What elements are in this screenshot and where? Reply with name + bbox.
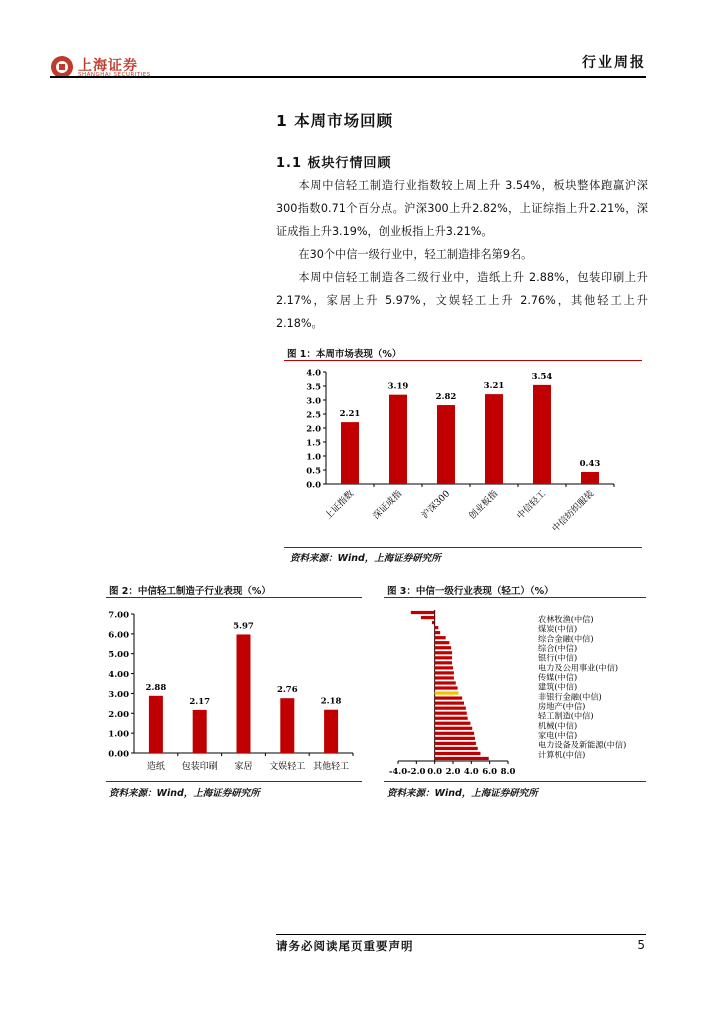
- bar: [435, 656, 452, 659]
- category-label: 创业板指: [467, 489, 501, 522]
- bar: [435, 732, 474, 735]
- value-label: 3.21: [483, 381, 505, 392]
- bar: [421, 616, 435, 619]
- chart-market-performance: [284, 366, 644, 546]
- bar: [435, 671, 454, 674]
- fig3-title: 图 3：中信一级行业表现（轻工）（%）: [387, 586, 554, 597]
- industry-label: 电力设备及新能源(中信): [538, 739, 627, 750]
- bar: [435, 651, 452, 654]
- industry-label: 银行(中信): [538, 652, 578, 663]
- y-tick-label: 0.0: [306, 480, 321, 491]
- industry-label: 传媒(中信): [538, 672, 578, 682]
- x-tick-label: 4.0: [463, 767, 479, 777]
- bar: [435, 757, 489, 760]
- bar: [435, 676, 454, 679]
- category-label: 上证指数: [323, 489, 357, 522]
- value-label: 2.82: [435, 392, 457, 403]
- bar: [324, 710, 338, 753]
- fig2-source: 资料来源：Wind，上海证券研究所: [109, 788, 260, 799]
- bar: [435, 686, 458, 689]
- y-tick-label: 6.00: [108, 630, 129, 641]
- y-tick-label: 7.00: [108, 610, 129, 621]
- bar: [435, 661, 452, 664]
- industry-label: 非银行金融(中信): [538, 691, 602, 702]
- bar: [435, 631, 441, 634]
- y-tick-label: 2.0: [306, 424, 321, 435]
- category-label: 造纸: [146, 762, 165, 772]
- x-tick-label: 0.0: [427, 767, 443, 777]
- bar: [389, 395, 407, 484]
- industry-label: 轻工制造(中信): [538, 710, 594, 721]
- category-label: 包装印刷: [181, 762, 218, 772]
- x-tick-label: 2.0: [445, 767, 461, 777]
- industry-label: 建筑(中信): [538, 681, 578, 692]
- y-tick-label: 2.00: [108, 709, 129, 720]
- bar: [280, 698, 294, 753]
- footer-rule: [276, 934, 646, 935]
- industry-label: 房地产(中信): [538, 701, 586, 711]
- category-label: 其他轻工: [313, 762, 350, 772]
- x-tick-label: -4.0: [388, 767, 408, 777]
- y-tick-label: 0.5: [306, 466, 321, 477]
- bar: [435, 722, 471, 725]
- fig3-top-rule: [384, 597, 646, 598]
- y-tick-label: 1.5: [306, 438, 321, 449]
- fig1-source: 资料来源：Wind，上海证券研究所: [290, 553, 441, 564]
- bar: [581, 472, 599, 484]
- category-label: 文娱轻工: [269, 762, 306, 772]
- y-tick-label: 5.00: [108, 650, 129, 661]
- bar: [435, 702, 464, 705]
- bar: [435, 742, 476, 745]
- category-label: 家居: [234, 762, 253, 772]
- fig3-source: 资料来源：Wind，上海证券研究所: [387, 788, 538, 799]
- paragraph-2: 在30个中信一级行业中，轻工制造排名第9名。: [298, 248, 533, 261]
- fig2-bottom-rule: [106, 781, 362, 782]
- industry-label: 煤炭(中信): [538, 623, 578, 634]
- bar: [432, 621, 435, 624]
- bar: [149, 696, 163, 753]
- value-label: 3.54: [531, 371, 553, 382]
- category-label: 中信纺织服装: [550, 489, 597, 535]
- y-tick-label: 4.00: [108, 670, 129, 681]
- industry-label: 机械(中信): [538, 720, 578, 731]
- bar: [435, 626, 439, 629]
- logo-subtext: SHANGHAI SECURITIES: [78, 72, 151, 78]
- industry-label: 农林牧渔(中信): [538, 614, 594, 624]
- bar: [435, 696, 463, 699]
- bar: [435, 752, 481, 755]
- category-label: 沪深300: [420, 489, 453, 522]
- value-label: 2.88: [145, 682, 167, 693]
- bar: [435, 691, 459, 694]
- logo-text: 上海证券: [78, 58, 138, 74]
- y-tick-label: 1.0: [306, 452, 321, 463]
- section-heading: 1 本周市场回顾: [276, 112, 394, 130]
- bar: [435, 747, 478, 750]
- value-label: 5.97: [233, 621, 254, 632]
- fig3-bottom-rule: [384, 781, 646, 782]
- header-rule: [50, 76, 646, 78]
- fig1-title: 图 1：本周市场表现（%）: [287, 349, 402, 360]
- x-tick-label: 6.0: [482, 767, 498, 777]
- industry-label: 计算机(中信): [538, 749, 586, 760]
- value-label: 2.18: [320, 696, 342, 707]
- y-tick-label: 3.00: [108, 689, 129, 700]
- value-label: 2.17: [189, 696, 211, 707]
- industry-label: 家电(中信): [538, 730, 578, 740]
- body-text: [276, 174, 648, 335]
- bar: [341, 422, 359, 484]
- bar: [435, 636, 446, 639]
- value-label: 2.21: [339, 409, 361, 420]
- industry-label: 综合(中信): [538, 643, 578, 653]
- bar: [193, 710, 207, 753]
- bar: [435, 727, 473, 730]
- bar: [411, 611, 435, 614]
- value-label: 3.19: [387, 381, 409, 392]
- bar: [435, 681, 456, 684]
- industry-label: 综合金融(中信): [538, 633, 594, 644]
- fig1-top-rule: [284, 360, 642, 361]
- category-label: 深证成指: [371, 489, 405, 522]
- footer-disclaimer: 请务必阅读尾页重要声明: [276, 939, 414, 953]
- chart-subindustry-performance: [103, 603, 365, 781]
- bar: [237, 634, 251, 753]
- subsection-heading: 1.1 板块行情回顾: [276, 156, 392, 171]
- bar: [435, 737, 475, 740]
- bar: [435, 707, 466, 710]
- bar: [435, 641, 450, 644]
- chart-industry-ranking: [384, 603, 646, 781]
- bar: [485, 394, 503, 484]
- fig2-title: 图 2：中信轻工制造子行业表现（%）: [109, 586, 271, 597]
- y-tick-label: 0.00: [108, 749, 129, 760]
- y-tick-label: 3.5: [306, 382, 321, 393]
- bar: [437, 405, 455, 484]
- page-number: 5: [637, 938, 645, 952]
- y-tick-label: 3.0: [306, 396, 321, 407]
- industry-label: 电力及公用事业(中信): [538, 662, 619, 673]
- paragraph-3: 本周中信轻工制造各二级行业中，造纸上升 2.88%，包装印刷上升 2.17%，家居上升 5.97%，文娱轻工上升 2.76%，其他轻工上升2.18%。: [276, 271, 648, 330]
- value-label: 0.43: [579, 458, 601, 469]
- bar: [435, 717, 468, 720]
- y-tick-label: 4.0: [306, 368, 321, 379]
- bar: [435, 712, 467, 715]
- value-label: 2.76: [276, 685, 298, 696]
- y-tick-label: 2.5: [306, 410, 321, 421]
- bar: [435, 646, 452, 649]
- x-tick-label: 8.0: [500, 767, 516, 777]
- fig2-top-rule: [106, 597, 362, 598]
- fig1-bottom-rule: [284, 547, 642, 548]
- x-tick-label: -2.0: [407, 767, 426, 777]
- category-label: 中信轻工: [515, 489, 549, 522]
- bar: [533, 385, 551, 484]
- y-tick-label: 1.00: [108, 729, 129, 740]
- paragraph-1: 本周中信轻工制造行业指数较上周上升 3.54%，板块整体跑赢沪深300指数0.71个百分点。沪深300上升2.82%，上证综指上升2.21%，深证成指上升3.19%，创业板指上升3.21%。: [276, 179, 648, 238]
- report-type: 行业周报: [582, 55, 646, 71]
- bar: [435, 666, 453, 669]
